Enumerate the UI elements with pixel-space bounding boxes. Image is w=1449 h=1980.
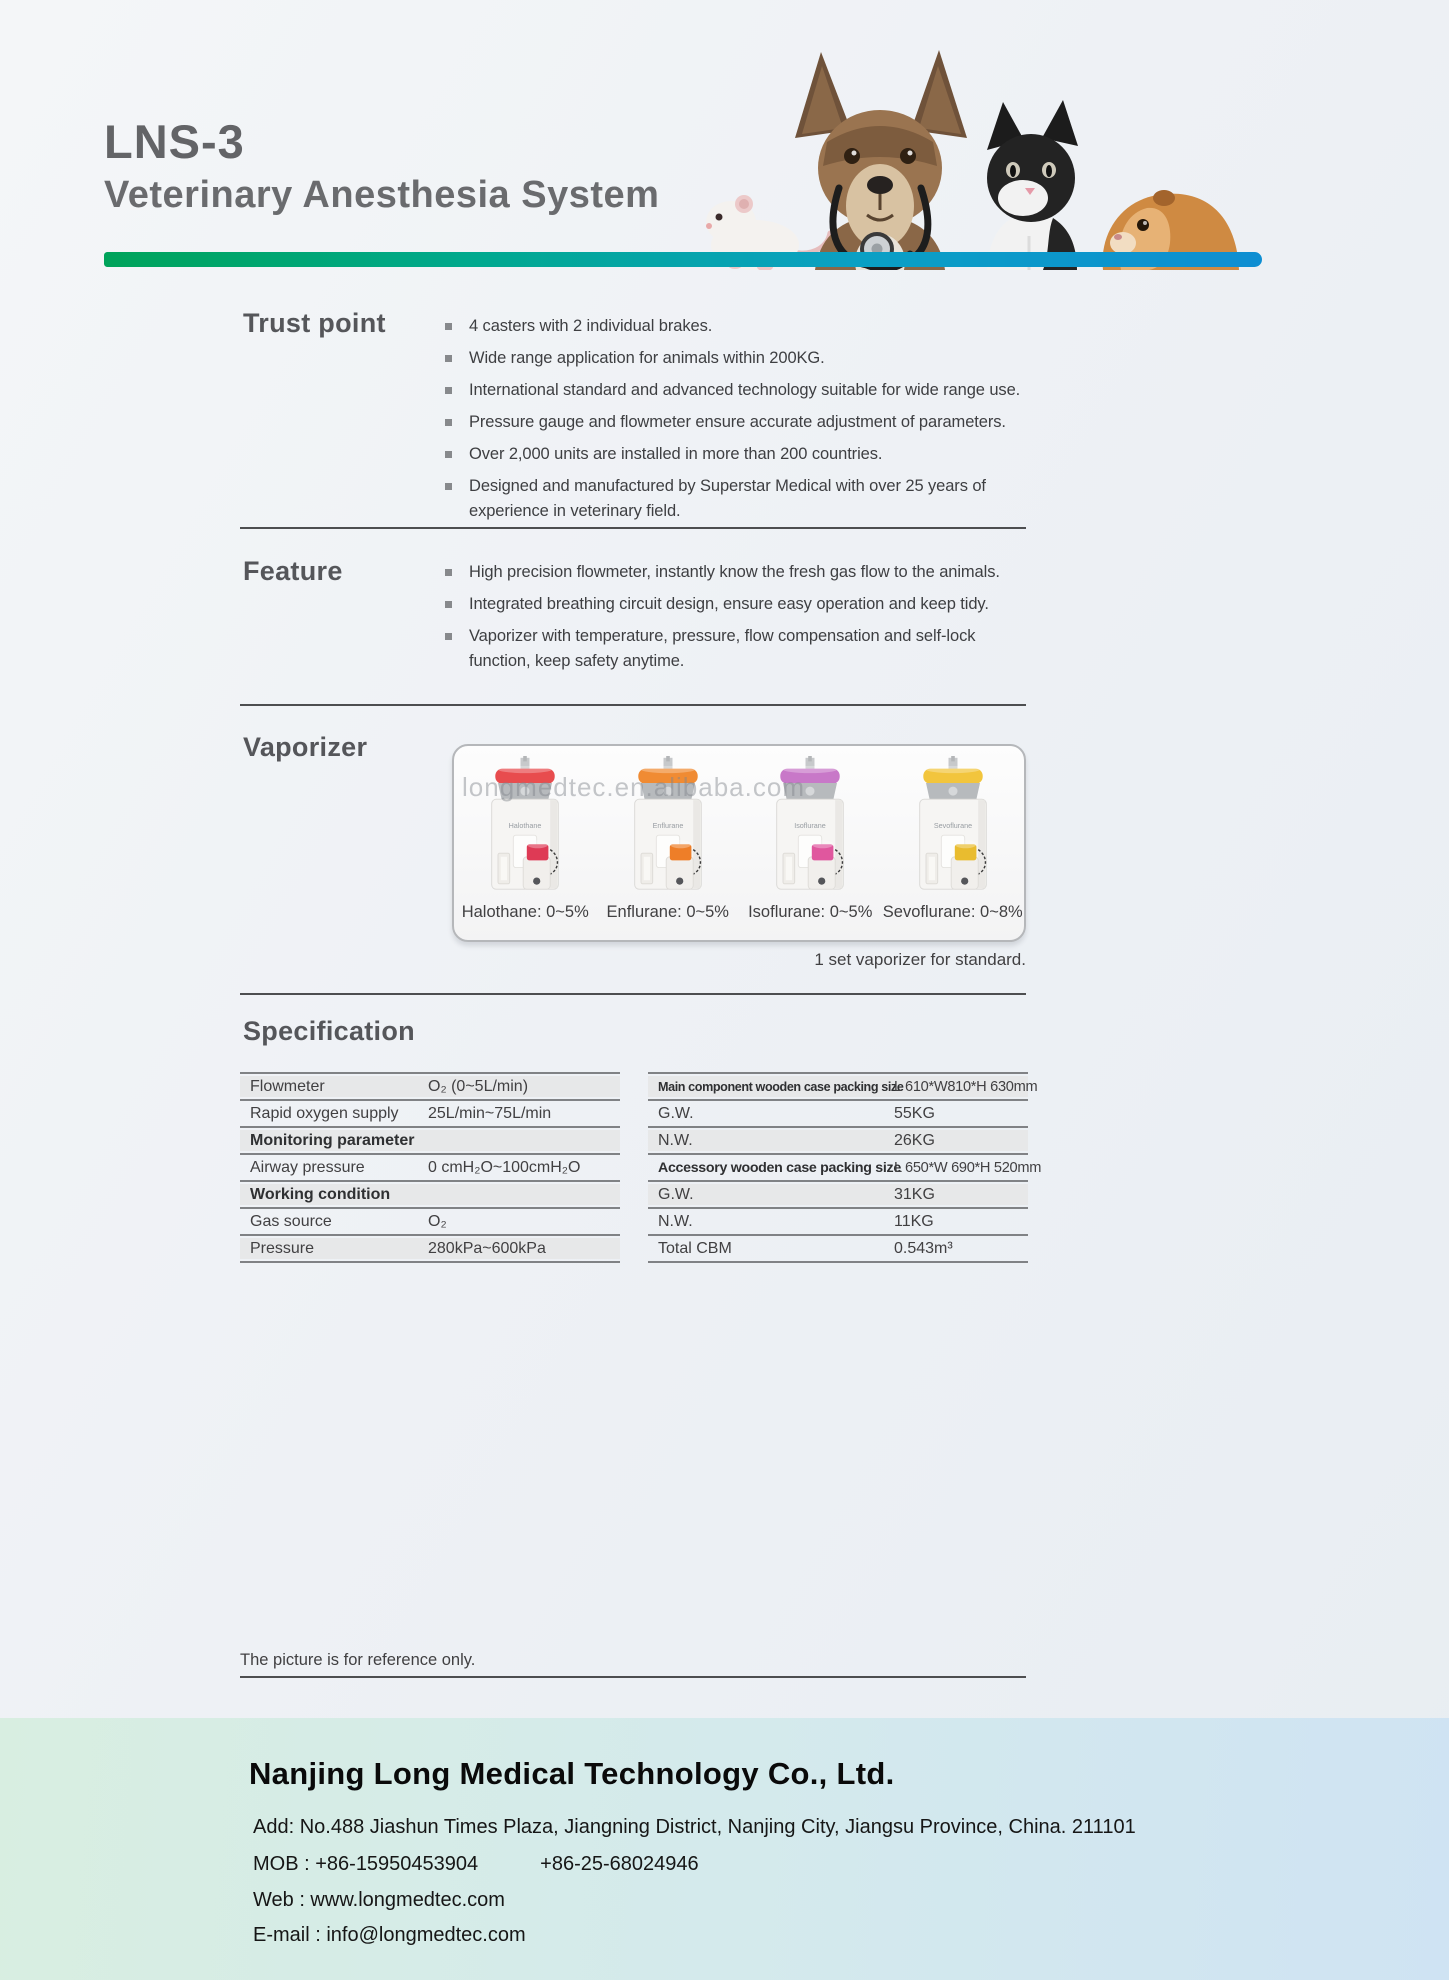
list-item	[445, 346, 1030, 371]
spec-label: Main component wooden case packing size	[658, 1079, 904, 1094]
spec-label: G.W.	[658, 1185, 694, 1203]
address-line: Add: No.488 Jiashun Times Plaza, Jiangning District, Nanjing City, Jiangsu Province, China. 211101	[253, 1816, 1136, 1838]
company-name: Nanjing Long Medical Technology Co., Ltd.	[249, 1756, 895, 1791]
bullet-square-icon	[445, 569, 452, 576]
table-row	[240, 1211, 620, 1236]
vaporizer-heading: Vaporizer	[243, 732, 368, 762]
vaporizer-range-label: Halothane: 0~5%	[461, 903, 589, 921]
section-divider	[240, 527, 1026, 529]
vaporizer-panel	[452, 744, 1026, 942]
table-row	[240, 1076, 620, 1101]
list-item	[445, 314, 1030, 339]
header	[104, 116, 659, 217]
table-row	[240, 1184, 620, 1209]
bullet-square-icon	[445, 355, 452, 362]
table-row	[648, 1238, 1028, 1263]
spec-value: 280kPa~600kPa	[428, 1239, 546, 1257]
spec-value: O₂	[428, 1212, 447, 1230]
vaporizer-name-label: Sevoflurane	[933, 821, 972, 830]
feature-heading: Feature	[243, 556, 343, 586]
spec-value: 11KG	[894, 1212, 934, 1230]
spec-value: 0.543m³	[894, 1239, 953, 1257]
list-item	[445, 624, 1030, 674]
vaporizer-illustration	[614, 756, 722, 900]
spec-label: N.W.	[658, 1212, 693, 1230]
table-row	[648, 1076, 1038, 1101]
bullet-text: Integrated breathing circuit design, ensure easy operation and keep tidy.	[469, 595, 989, 613]
table-row	[240, 1157, 620, 1182]
bullet-square-icon	[445, 633, 452, 640]
spec-value: O₂ (0~5L/min)	[428, 1077, 529, 1095]
phone-line	[253, 1853, 699, 1876]
vaporizer-card	[882, 746, 1025, 940]
vaporizer-range-label: Sevoflurane: 0~8%	[882, 903, 1023, 921]
section-divider	[240, 1676, 1026, 1678]
vaporizer-card	[597, 746, 740, 940]
vaporizer-illustration	[899, 756, 1007, 900]
header-animals-photo	[615, 38, 1270, 270]
vaporizer-name-label: Enflurane	[652, 821, 684, 830]
table-row	[240, 1130, 620, 1155]
vaporizer-name-label: Halothane	[508, 821, 542, 830]
spec-value: 31KG	[894, 1185, 935, 1203]
bullet-text: Wide range application for animals within 200KG.	[469, 349, 825, 367]
spec-label: G.W.	[658, 1104, 694, 1122]
list-item	[445, 410, 1030, 435]
section-divider	[240, 993, 1026, 995]
vaporizer-name-label: Isoflurane	[794, 821, 827, 830]
table-row	[648, 1184, 1028, 1209]
vaporizer-card	[739, 746, 882, 940]
spec-value: 0 cmH₂O~100cmH₂O	[428, 1158, 581, 1176]
vaporizer-card	[454, 746, 597, 940]
spec-value: L 650*W 690*H 520mm	[894, 1159, 1042, 1176]
spec-value: 25L/min~75L/min	[428, 1104, 552, 1122]
email-line: E-mail : info@longmedtec.com	[253, 1924, 526, 1946]
list-item	[445, 592, 1030, 617]
website-line: Web : www.longmedtec.com	[253, 1889, 505, 1911]
bullet-text: Vaporizer with temperature, pressure, flow compensation and self-lock function, keep safety anytime.	[469, 627, 976, 670]
table-row	[648, 1130, 1028, 1155]
bullet-text: Pressure gauge and flowmeter ensure accurate adjustment of parameters.	[469, 413, 1006, 431]
bullet-text: Designed and manufactured by Superstar Medical with over 25 years of experience in veterinary field.	[469, 477, 986, 520]
table-row	[240, 1238, 620, 1263]
list-item	[445, 474, 1030, 524]
footer	[0, 1718, 1449, 1980]
dog-icon	[795, 50, 967, 270]
vaporizer-range-label: Isoflurane: 0~5%	[748, 903, 873, 921]
spec-label: Flowmeter	[250, 1077, 325, 1095]
table-row	[240, 1103, 620, 1128]
trust-point-list	[445, 314, 1030, 531]
watermark-text: longmedtec.en.alibaba.com	[462, 772, 805, 802]
spec-value: 55KG	[894, 1104, 935, 1122]
spec-label: Gas source	[250, 1212, 332, 1230]
table-row	[648, 1103, 1028, 1128]
bullet-square-icon	[445, 323, 452, 330]
spec-label: Accessory wooden case packing size	[658, 1159, 901, 1176]
spec-table-right	[648, 1072, 1042, 1263]
bullet-square-icon	[445, 419, 452, 426]
bullet-text: Over 2,000 units are installed in more than 200 countries.	[469, 445, 883, 463]
trust-point-heading: Trust point	[243, 308, 386, 338]
spec-value: L 610*W810*H 630mm	[894, 1078, 1038, 1095]
table-row	[648, 1157, 1042, 1182]
phone-number-2: +86-25-68024946	[540, 1853, 699, 1875]
spec-label: Rapid oxygen supply	[250, 1104, 399, 1122]
list-item	[445, 378, 1030, 403]
bullet-square-icon	[445, 601, 452, 608]
vaporizer-illustration	[471, 756, 579, 900]
bullet-square-icon	[445, 387, 452, 394]
spec-label: Total CBM	[658, 1239, 732, 1257]
spec-label: N.W.	[658, 1131, 693, 1149]
spec-label: Airway pressure	[250, 1158, 365, 1176]
list-item	[445, 560, 1030, 585]
cat-icon	[987, 100, 1079, 270]
vaporizer-range-label: Enflurane: 0~5%	[606, 903, 729, 921]
phone-number-1: MOB : +86-15950453904	[253, 1853, 479, 1875]
spec-table-left	[240, 1072, 620, 1263]
spec-label: Pressure	[250, 1239, 315, 1257]
header-gradient-bar	[104, 252, 1262, 267]
vaporizer-illustration	[756, 756, 864, 900]
page-subtitle: Veterinary Anesthesia System	[104, 173, 660, 216]
spec-section-label: Working condition	[250, 1185, 391, 1203]
spec-section-label: Monitoring parameter	[250, 1131, 415, 1149]
list-item	[445, 442, 1030, 467]
bullet-text: High precision flowmeter, instantly know the fresh gas flow to the animals.	[469, 563, 1000, 581]
page-title: LNS-3	[104, 115, 245, 168]
bullet-square-icon	[445, 451, 452, 458]
feature-list	[445, 560, 1030, 681]
specification-heading: Specification	[243, 1016, 415, 1046]
bullet-text: International standard and advanced technology suitable for wide range use.	[469, 381, 1021, 399]
bullet-text: 4 casters with 2 individual brakes.	[469, 317, 713, 335]
table-row	[648, 1211, 1028, 1236]
spec-value: 26KG	[894, 1131, 935, 1149]
disclaimer-text: The picture is for reference only.	[240, 1651, 476, 1669]
vaporizer-note: 1 set vaporizer for standard.	[814, 950, 1026, 969]
section-divider	[240, 704, 1026, 706]
bullet-square-icon	[445, 483, 452, 490]
